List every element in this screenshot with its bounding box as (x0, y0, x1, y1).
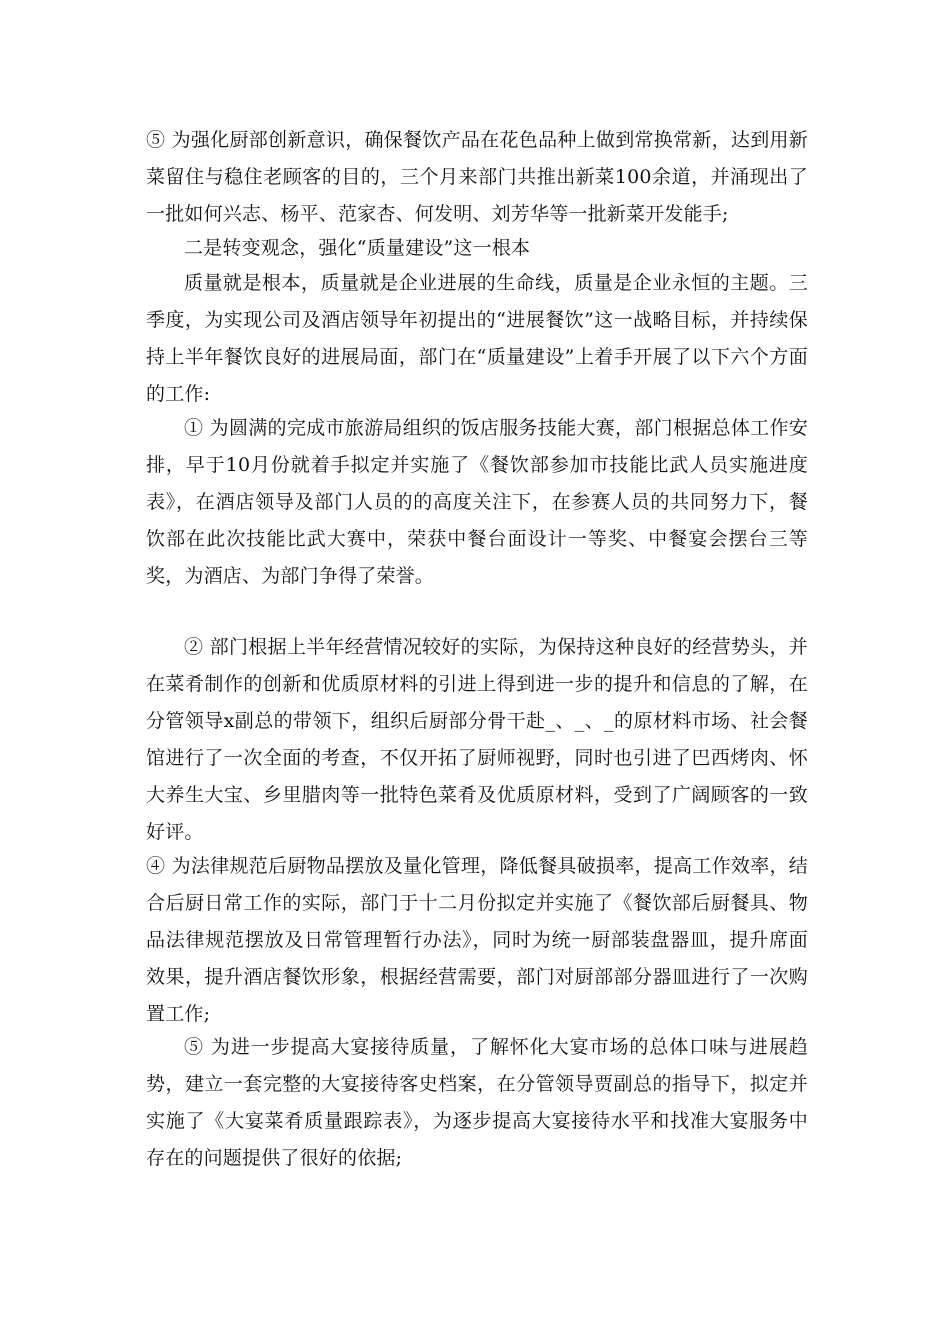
paragraph-skills-contest: ① 为圆满的完成市旅游局组织的饭店服务技能大赛，部门根据总体工作安排，早于10月份就着手拟定并实施了《餐饮部参加市技能比武人员实施进度表》，在酒店领导及部门人员的的高度关注下，在参赛人员的共同努力下，餐饮部在此次技能比武大赛中，荣获中餐台面设计一等奖、中餐宴会摆台三等奖，为酒店、为部门争得了荣誉。 (146, 417, 808, 587)
section-heading-quality: 二是转变观念，强化“质量建设”这一根本 (184, 237, 531, 259)
paragraph-quality-intro: 质量就是根本，质量就是企业进展的生命线，质量是企业永恒的主题。三季度，为实现公司及酒店领导年初提出的“进展餐饮”这一战略目标，并持续保持上半年餐饮良好的进展局面，部门在“质量建设”上着手开展了以下六个方面的工作: (146, 272, 808, 405)
paragraph-market-study: ② 部门根据上半年经营情况较好的实际，为保持这种良好的经营势头，并在菜肴制作的创新和优质原材料的引进上得到进一步的提升和信息的了解，在分管领导x副总的带领下，组织后厨部分骨干赴_、_、_的原材料市场、社会餐馆进行了一次全面的考查，不仅开拓了厨师视野，同时也引进了巴西烤肉、怀大养生大宝、乡里腊肉等一批特色菜肴及优质原材料，受到了广阔顾客的一致好评。 (146, 636, 808, 843)
paragraph-kitchen-regulation: ④ 为法律规范后厨物品摆放及量化管理，降低餐具破损率，提高工作效率，结合后厨日常工作的实际，部门于十二月份拟定并实施了《餐饮部后厨餐具、物品法律规范摆放及日常管理暂行办法》，同时为统一厨部装盘器皿，提升席面效果，提升酒店餐饮形象，根据经营需要，部门对厨部部分器皿进行了一次购置工作; (146, 855, 808, 1025)
paragraph-banquet-quality: ⑤ 为进一步提高大宴接待质量，了解怀化大宴市场的总体口味与进展趋势，建立一套完整的大宴接待客史档案，在分管领导贾副总的指导下，拟定并实施了《大宴菜肴质量跟踪表》，为逐步提高大宴接待水平和找准大宴服务中存在的问题提供了很好的依据; (146, 1036, 808, 1169)
paragraph-new-dishes: ⑤ 为强化厨部创新意识，确保餐饮产品在花色品种上做到常换常新，达到用新菜留住与稳住老顾客的目的，三个月来部门共推出新菜100余道，并涌现出了一批如何兴志、杨平、范家杏、何发明、刘芳华等一批新菜开发能手; (146, 129, 808, 225)
